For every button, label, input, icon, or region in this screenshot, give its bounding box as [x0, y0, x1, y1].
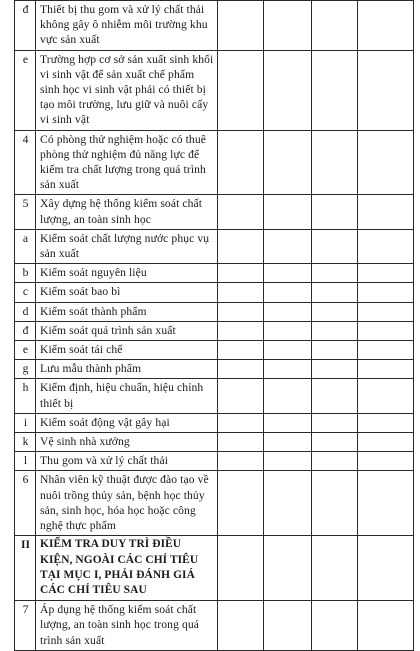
assessment-cell[interactable]: [264, 50, 312, 130]
assessment-cell[interactable]: [312, 536, 358, 601]
assessment-cell[interactable]: [218, 1, 264, 51]
table-row: [15, 130, 414, 195]
row-number-cell: 4: [15, 130, 36, 195]
assessment-cell[interactable]: [218, 452, 264, 471]
row-number-cell: đ: [15, 1, 36, 51]
assessment-cell[interactable]: [358, 360, 414, 379]
assessment-cell[interactable]: [218, 195, 264, 229]
row-number-cell: e: [15, 341, 36, 360]
assessment-cell[interactable]: [218, 229, 264, 263]
assessment-cell[interactable]: [264, 130, 312, 195]
assessment-cell[interactable]: [218, 433, 264, 452]
criterion-text-cell: Kiểm soát động vật gây hại: [36, 413, 218, 432]
table-row: [15, 413, 414, 432]
assessment-cell[interactable]: [358, 413, 414, 432]
criterion-text-cell: Kiểm soát nguyên liệu: [36, 264, 218, 283]
assessment-cell[interactable]: [218, 341, 264, 360]
assessment-cell[interactable]: [264, 283, 312, 302]
assessment-cell[interactable]: [312, 360, 358, 379]
criterion-text-cell: Có phòng thử nghiệm hoặc có thuê phòng thử nghiệm đủ năng lực để kiểm tra chất lượng trong quá trình sản xuất: [36, 130, 218, 195]
assessment-cell[interactable]: [218, 302, 264, 321]
assessment-cell[interactable]: [264, 302, 312, 321]
assessment-cell[interactable]: [218, 471, 264, 536]
table-row: [15, 379, 414, 413]
assessment-cell[interactable]: [358, 283, 414, 302]
assessment-cell[interactable]: [312, 264, 358, 283]
table-row: [15, 229, 414, 263]
assessment-cell[interactable]: [218, 413, 264, 432]
assessment-cell[interactable]: [312, 341, 358, 360]
table-row: [15, 283, 414, 302]
assessment-cell[interactable]: [312, 433, 358, 452]
assessment-cell[interactable]: [264, 360, 312, 379]
assessment-cell[interactable]: [358, 264, 414, 283]
table-row: [15, 471, 414, 536]
assessment-cell[interactable]: [358, 1, 414, 51]
row-number-cell: i: [15, 413, 36, 432]
assessment-cell[interactable]: [218, 264, 264, 283]
assessment-cell[interactable]: [358, 130, 414, 195]
assessment-cell[interactable]: [264, 379, 312, 413]
assessment-cell[interactable]: [312, 321, 358, 340]
assessment-cell[interactable]: [218, 360, 264, 379]
assessment-cell[interactable]: [218, 130, 264, 195]
criteria-table: [14, 0, 414, 651]
criterion-text-cell: Nhân viên kỹ thuật được đào tạo về nuôi trồng thủy sản, bệnh học thủy sản, sinh học, hóa học hoặc công nghệ thực phẩm: [36, 471, 218, 536]
assessment-cell[interactable]: [312, 50, 358, 130]
assessment-cell[interactable]: [358, 601, 414, 651]
criterion-text-cell: Kiểm soát quá trình sản xuất: [36, 321, 218, 340]
row-number-cell: c: [15, 283, 36, 302]
row-number-cell: 7: [15, 601, 36, 651]
criterion-text-cell: Vệ sinh nhà xưởng: [36, 433, 218, 452]
table-row: [15, 536, 414, 601]
assessment-cell[interactable]: [358, 341, 414, 360]
assessment-cell[interactable]: [264, 452, 312, 471]
criterion-text-cell: Lưu mẫu thành phẩm: [36, 360, 218, 379]
criterion-text-cell: Kiểm soát chất lượng nước phục vụ sản xuất: [36, 229, 218, 263]
row-number-cell: đ: [15, 321, 36, 340]
row-number-cell: l: [15, 452, 36, 471]
criterion-text-cell: Thu gom và xử lý chất thải: [36, 452, 218, 471]
assessment-cell[interactable]: [358, 452, 414, 471]
criterion-text-cell: Kiểm định, hiệu chuẩn, hiệu chỉnh thiết bị: [36, 379, 218, 413]
assessment-cell[interactable]: [358, 302, 414, 321]
criterion-text-cell: Kiểm soát tái chế: [36, 341, 218, 360]
criterion-text-cell: Trường hợp cơ sở sản xuất sinh khối vi sinh vật để sản xuất chế phẩm sinh học vi sinh vật phải có thiết bị tạo môi trường, lưu giữ và nuôi cấy vi sinh vật: [36, 50, 218, 130]
assessment-cell[interactable]: [358, 321, 414, 340]
row-number-cell: b: [15, 264, 36, 283]
criterion-text-cell: Kiểm soát bao bì: [36, 283, 218, 302]
assessment-cell[interactable]: [358, 195, 414, 229]
criterion-text-cell: Áp dụng hệ thống kiểm soát chất lượng, an toàn sinh học trong quá trình sản xuất: [36, 601, 218, 651]
assessment-cell[interactable]: [264, 413, 312, 432]
assessment-cell[interactable]: [218, 379, 264, 413]
assessment-cell[interactable]: [218, 283, 264, 302]
row-number-cell: k: [15, 433, 36, 452]
criteria-table-body: [15, 1, 414, 651]
assessment-cell[interactable]: [358, 471, 414, 536]
table-row: [15, 195, 414, 229]
assessment-cell[interactable]: [312, 379, 358, 413]
table-row: [15, 264, 414, 283]
assessment-cell[interactable]: [312, 302, 358, 321]
assessment-cell[interactable]: [358, 379, 414, 413]
row-number-cell: e: [15, 50, 36, 130]
assessment-cell[interactable]: [264, 264, 312, 283]
assessment-cell[interactable]: [312, 229, 358, 263]
assessment-cell[interactable]: [312, 1, 358, 51]
assessment-cell[interactable]: [264, 321, 312, 340]
assessment-cell[interactable]: [218, 321, 264, 340]
assessment-cell[interactable]: [358, 229, 414, 263]
assessment-cell[interactable]: [218, 536, 264, 601]
table-row: [15, 601, 414, 651]
assessment-cell[interactable]: [264, 433, 312, 452]
assessment-cell[interactable]: [358, 433, 414, 452]
row-number-cell: d: [15, 302, 36, 321]
assessment-cell[interactable]: [264, 341, 312, 360]
criterion-text-cell: Thiết bị thu gom và xử lý chất thải không gây ô nhiễm môi trường khu vực sản xuất: [36, 1, 218, 51]
table-row: [15, 341, 414, 360]
table-row: [15, 452, 414, 471]
assessment-cell[interactable]: [312, 601, 358, 651]
row-number-cell: h: [15, 379, 36, 413]
table-row: [15, 360, 414, 379]
assessment-cell[interactable]: [218, 50, 264, 130]
assessment-cell[interactable]: [264, 471, 312, 536]
table-row: [15, 50, 414, 130]
criterion-text-cell: KIỂM TRA DUY TRÌ ĐIỀU KIỆN, NGOÀI CÁC CHỈ TIÊU TẠI MỤC I, PHẢI ĐÁNH GIÁ CÁC CHỈ TIÊU SAU: [36, 536, 218, 601]
assessment-cell[interactable]: [264, 229, 312, 263]
assessment-cell[interactable]: [264, 195, 312, 229]
assessment-cell[interactable]: [312, 195, 358, 229]
criterion-text-cell: Xây dựng hệ thống kiểm soát chất lượng, an toàn sinh học: [36, 195, 218, 229]
assessment-cell[interactable]: [264, 536, 312, 601]
criterion-text-cell: Kiểm soát thành phẩm: [36, 302, 218, 321]
table-row: [15, 321, 414, 340]
table-row: [15, 1, 414, 51]
assessment-cell[interactable]: [264, 1, 312, 51]
table-row: [15, 433, 414, 452]
assessment-cell[interactable]: [312, 471, 358, 536]
row-number-cell: 6: [15, 471, 36, 536]
assessment-cell[interactable]: [358, 536, 414, 601]
table-row: [15, 302, 414, 321]
assessment-cell[interactable]: [358, 50, 414, 130]
row-number-cell: 5: [15, 195, 36, 229]
assessment-cell[interactable]: [264, 601, 312, 651]
document-page: [14, 0, 413, 647]
assessment-cell[interactable]: [312, 130, 358, 195]
row-number-cell: II: [15, 536, 36, 601]
assessment-cell[interactable]: [312, 452, 358, 471]
assessment-cell[interactable]: [312, 413, 358, 432]
assessment-cell[interactable]: [312, 283, 358, 302]
row-number-cell: g: [15, 360, 36, 379]
assessment-cell[interactable]: [218, 601, 264, 651]
row-number-cell: a: [15, 229, 36, 263]
